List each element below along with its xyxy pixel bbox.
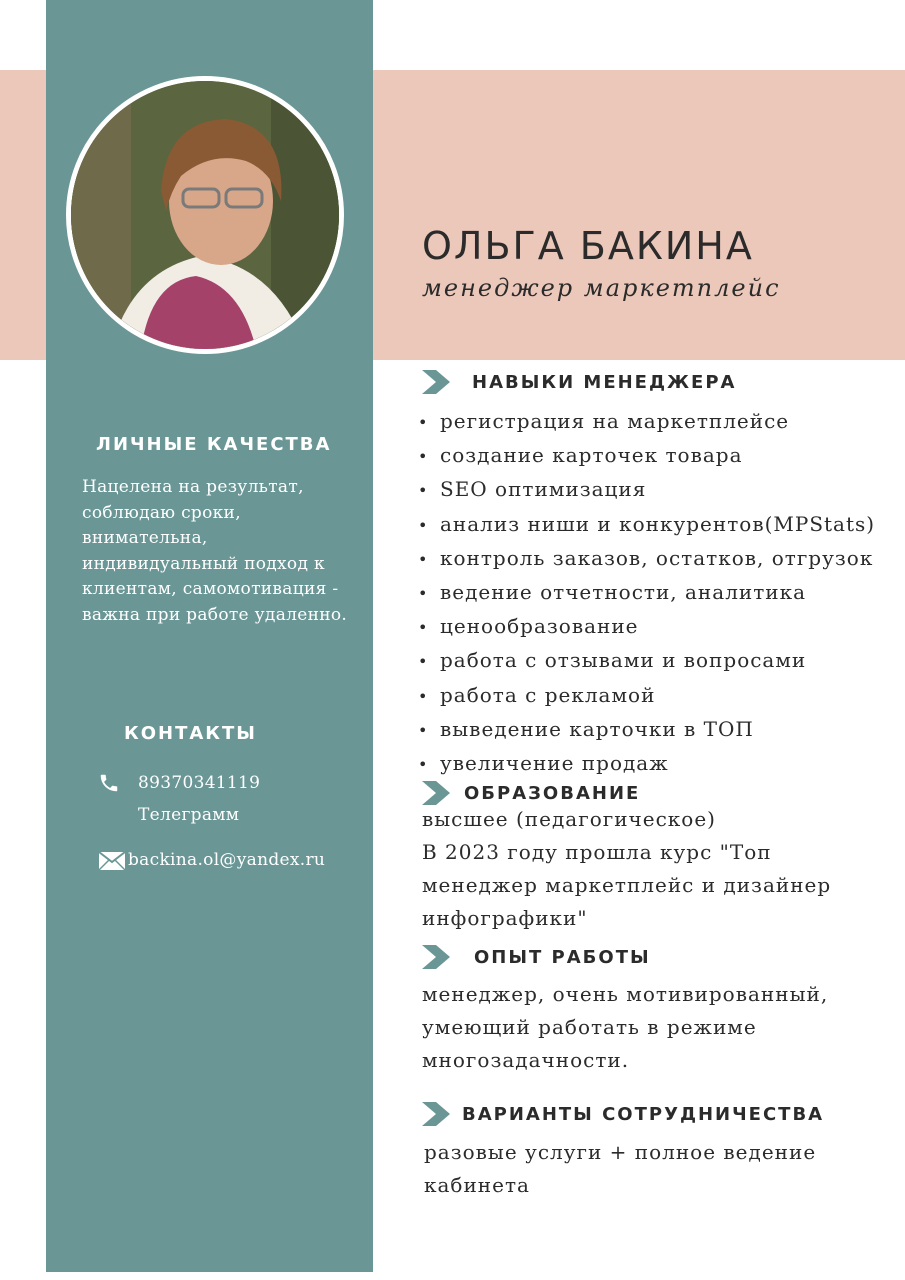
cooperation-heading (422, 1102, 824, 1126)
list-item: • SEO оптимизация (418, 473, 875, 507)
phone-number[interactable]: 89370341119 (138, 773, 261, 793)
experience-heading (422, 945, 651, 969)
experience-title: ОПЫТ РАБОТЫ (474, 946, 651, 968)
email-address[interactable]: backina.ol@yandex.ru (128, 850, 326, 870)
list-item: • регистрация на маркетплейсе (418, 405, 875, 439)
chevron-right-icon (422, 370, 452, 394)
email-icon (98, 851, 126, 871)
qualities-line: клиентам, самомотивация - (82, 579, 339, 599)
education-heading (422, 781, 640, 805)
list-item: • ценообразование (418, 610, 875, 644)
qualities-text (82, 475, 347, 628)
list-item: • работа с отзывами и вопросами (418, 644, 875, 678)
contacts-heading: КОНТАКТЫ (124, 723, 257, 744)
education-text: высшее (педагогическое) В 2023 году прошла курс "Топ менеджер маркетплейс и дизайнер инфографики" (422, 807, 832, 930)
messenger-label: Телеграмм (138, 805, 240, 825)
list-item: • ведение отчетности, аналитика (418, 576, 875, 610)
chevron-right-icon (422, 945, 452, 969)
list-item: • контроль заказов, остатков, отгрузок (418, 542, 875, 576)
skills-heading (422, 370, 736, 394)
experience-text: менеджер, очень мотивированный, умеющий работать в режиме многозадачности. (422, 982, 829, 1072)
qualities-line: внимательна, (82, 528, 208, 548)
person-name: ОЛЬГА БАКИНА (422, 224, 754, 268)
list-item: • работа с рекламой (418, 679, 875, 713)
skills-list (418, 405, 875, 781)
qualities-line: соблюдаю сроки, (82, 502, 241, 523)
qualities-heading: ЛИЧНЫЕ КАЧЕСТВА (96, 434, 332, 455)
skills-title: НАВЫКИ МЕНЕДЖЕРА (472, 371, 737, 393)
phone-icon (98, 772, 120, 794)
chevron-right-icon (422, 781, 452, 805)
education-title: ОБРАЗОВАНИЕ (464, 782, 641, 804)
list-item: • создание карточек товара (418, 439, 875, 473)
qualities-line: индивидуальный подход к (82, 553, 325, 574)
profile-photo (66, 76, 344, 354)
list-item: • выведение карточки в ТОП (418, 713, 875, 747)
job-title: менеджер маркетплейс (422, 274, 781, 302)
chevron-right-icon (422, 1102, 452, 1126)
list-item: • увеличение продаж (418, 747, 875, 781)
list-item: • анализ ниши и конкурентов(MPStats) (418, 508, 875, 542)
qualities-line: важна при работе удаленно. (82, 604, 348, 625)
qualities-line: Нацелена на результат, (82, 477, 304, 497)
cooperation-text: разовые услуги + полное ведение кабинета (424, 1140, 817, 1197)
cooperation-title: ВАРИАНТЫ СОТРУДНИЧЕСТВА (462, 1103, 825, 1125)
